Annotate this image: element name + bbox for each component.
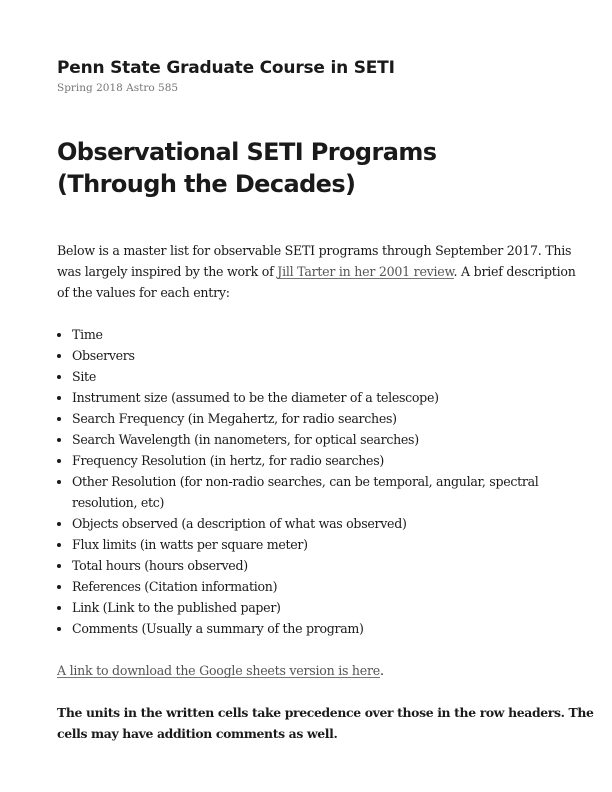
units-note-line-2: cells may have addition comments as well. xyxy=(57,726,338,741)
site-description: Spring 2018 Astro 585 xyxy=(57,82,179,94)
download-paragraph xyxy=(57,660,555,681)
list-item-other-resolution xyxy=(72,471,555,513)
list-item-other-resolution-line-2: resolution, etc) xyxy=(72,495,165,510)
entry-content xyxy=(57,240,594,744)
intro-paragraph xyxy=(57,240,576,303)
jill-tarter-review-link[interactable]: Jill Tarter in her 2001 review xyxy=(277,264,454,279)
intro-line-2-text: was largely inspired by the work of xyxy=(57,264,278,279)
list-item-search-wavelength: • Search Wavelength (in nanometers, for optical searches) xyxy=(72,429,555,450)
page-title xyxy=(57,136,436,200)
google-sheets-download-link[interactable]: A link to download the Google sheets version is here xyxy=(57,663,380,678)
list-item-other-resolution-line-1: • Other Resolution (for non-radio searches, can be temporal, angular, spectral xyxy=(72,474,539,489)
list-item-objects-observed: • Objects observed (a description of what was observed) xyxy=(72,513,555,534)
units-note-line-1: The units in the written cells take precedence over those in the row headers. The xyxy=(57,705,594,720)
intro-line-1: Below is a master list for observable SETI programs through September 2017. This xyxy=(57,243,572,258)
entry-fields-list xyxy=(57,324,555,639)
list-item-total-hours: • Total hours (hours observed) xyxy=(72,555,555,576)
intro-line-2-suffix: . A brief description xyxy=(453,264,576,279)
list-item-references: • References (Citation information) xyxy=(72,576,555,597)
page-title-line-1: Observational SETI Programs xyxy=(57,138,437,166)
list-item-search-frequency: • Search Frequency (in Megahertz, for radio searches) xyxy=(72,408,555,429)
list-item-instrument-size: • Instrument size (assumed to be the diameter of a telescope) xyxy=(72,387,555,408)
list-item-link: • Link (Link to the published paper) xyxy=(72,597,555,618)
list-item-observers: • Observers xyxy=(72,345,555,366)
list-item-flux-limits: • Flux limits (in watts per square meter) xyxy=(72,534,555,555)
units-note xyxy=(57,702,594,744)
site-title[interactable]: Penn State Graduate Course in SETI xyxy=(57,58,395,78)
list-item-time: • Time xyxy=(72,324,555,345)
list-item-site: • Site xyxy=(72,366,555,387)
intro-line-3: of the values for each entry: xyxy=(57,285,230,300)
list-item-comments: • Comments (Usually a summary of the program) xyxy=(72,618,555,639)
intro-line-2 xyxy=(57,261,576,282)
list-item-frequency-resolution: • Frequency Resolution (in hertz, for radio searches) xyxy=(72,450,555,471)
download-suffix: . xyxy=(379,663,384,678)
page-title-line-2: (Through the Decades) xyxy=(57,170,356,198)
